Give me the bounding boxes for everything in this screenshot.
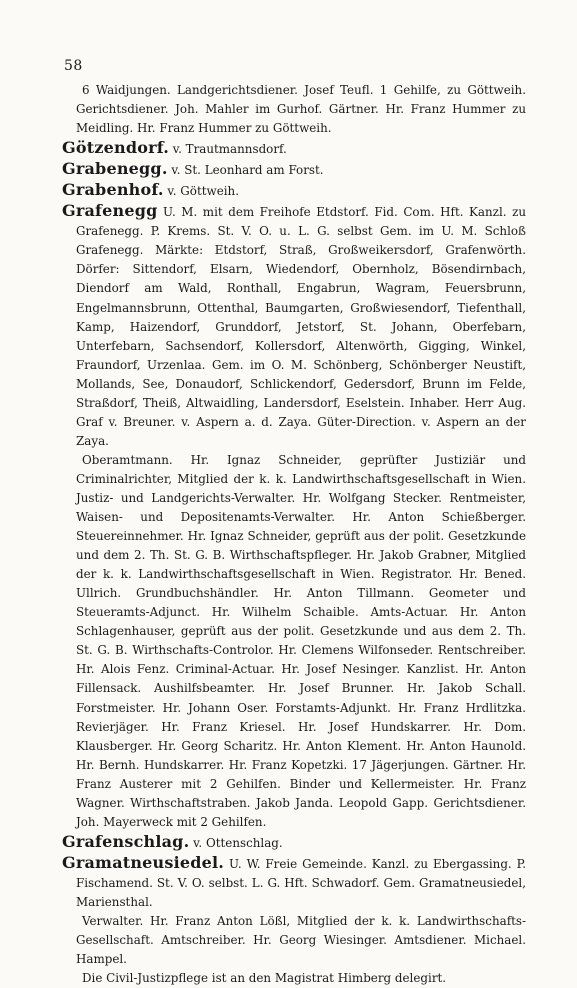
entry-grabenhof	[62, 180, 526, 201]
entry-grafenschlag	[62, 832, 526, 853]
entry-heading: Götzendorf.	[62, 138, 169, 158]
paragraph-grafenegg-staff: Oberamtmann. Hr. Ignaz Schneider, geprüfter Justiziär und Criminalrichter, Mitglied der k. k. Landwirthschaftsgesellschaft in Wien. Justiz- und Landgerichts-Verwalter. Hr. Wolfgang Stecker. Rentmeister, Waisen- und Depositenamts-Verwalter. Hr. Anton Schießberger. Steuereinnehmer. Hr. Ignaz Schneider, geprüft aus der polit. Gesetzkunde und dem 2. Th. St. G. B. Wirthschaftspfleger. Hr. Jakob Grabner, Mitglied der k. k. Landwirthschaftsgesellschaft in Wien. Registrator. Hr. Bened. Ullrich. Grundbuchshändler. Hr. Anton Tillmann. Geometer und Steueramts-Adjunct. Hr. Wilhelm Schaible. Amts-Actuar. Hr. Anton Schlagenhauser, geprüft aus der polit. Gesetzkunde und aus dem 2. Th. St. G. B. Wirthschafts-Controlor. Hr. Clemens Wilfonseder. Rentschreiber. Hr. Alois Fenz. Criminal-Actuar. Hr. Josef Nesinger. Kanzlist. Hr. Anton Fillensack. Aushilfsbeamter. Hr. Josef Brunner. Hr. Jakob Schall. Forstmeister. Hr. Johann Oser. Forstamts-Adjunkt. Hr. Franz Hrdlitzka. Revierjäger. Hr. Franz Kriesel. Hr. Josef Hundskarrer. Hr. Dom. Klausberger. Hr. Georg Scharitz. Hr. Anton Klement. Hr. Anton Haunold. Hr. Bernh. Hundskarrer. Hr. Franz Kopetzki. 17 Jägerjungen. Gärtner. Hr. Franz Austerer mit 2 Gehilfen. Binder und Kellermeister. Hr. Franz Wagner. Wirthschaftstraben. Jakob Janda. Leopold Gapp. Gerichtsdiener. Joh. Mayerweck mit 2 Gehilfen.	[76, 452, 526, 829]
entry-text: v. Trautmannsdorf.	[169, 142, 287, 157]
entry-grafenegg	[62, 201, 526, 451]
entry-text: v. Göttweih.	[163, 184, 239, 199]
entry-grabenegg	[62, 159, 526, 180]
entry-text: v. Ottenschlag.	[189, 835, 283, 850]
paragraph-gramatneusiedel-staff: Verwalter. Hr. Franz Anton Lößl, Mitglied der k. k. Landwirthschafts-Gesellschaft. Amtschreiber. Hr. Georg Wiesinger. Amtsdiener. Michael. Hampel.	[76, 914, 526, 967]
entry-heading: Grafenschlag.	[62, 831, 190, 851]
paragraph-civil-justice-note: Die Civil-Justizpflege ist an den Magistrat Himberg delegirt.	[82, 971, 447, 986]
page-body	[62, 81, 526, 988]
entry-gramatneusiedel	[62, 853, 526, 912]
paragraph-goettweih-staff: 6 Waidjungen. Landgerichtsdiener. Josef Teufl. 1 Gehilfe, zu Göttweih. Gerichtsdiener. Joh. Mahler im Gurhof. Gärtner. Hr. Franz Hummer zu Meidling. Hr. Franz Hummer zu Göttweih.	[76, 83, 526, 136]
entry-text: U. M. mit dem Freihofe Etdstorf. Fid. Com. Hft. Kanzl. zu Grafenegg. P. Krems. St. V. O. u. L. G. selbst Gem. im U. M. Schloß Grafenegg. Märkte: Etdstorf, Straß, Großweikersdorf, Grafenwörth. Dörfer: Sittendorf, Elsarn, Wiedendorf, Obernholz, Bösendirnbach, Diendorf am Wald, Ronthall, Engabrun, Wagram, Feuersbrunn, Engelmannsbrunn, Ottenthal, Baumgarten, Großwiesendorf, Tiefenthall, Kamp, Haizendorf, Grunddorf, Jetstorf, St. Johann, Oberfebarn, Unterfebarn, Sachsendorf, Kollersdorf, Altenwörth, Gigging, Winkel, Fraundorf, Urzenlaa. Gem. im O. M. Schönberg, Schönberger Neustift, Mollands, See, Donaudorf, Schlickendorf, Gedersdorf, Brunn im Felde, Straßdorf, Theiß, Altwaidling, Landersdorf, Eselstein. Inhaber. Herr Aug. Graf v. Breuner. v. Aspern a. d. Zaya. Güter-Direction. v. Aspern an der Zaya.	[76, 205, 526, 448]
entry-heading: Grabenegg.	[62, 159, 168, 179]
entry-heading: Gramatneusiedel.	[62, 852, 225, 872]
entry-text: U. W. Freie Gemeinde. Kanzl. zu Ebergassing. P. Fischamend. St. V. O. selbst. L. G. Hft. Schwadorf. Gem. Gramatneusiedel, Mariensthal.	[76, 856, 526, 909]
entry-heading: Grabenhof.	[62, 180, 164, 200]
entry-goetzendorf	[62, 138, 526, 159]
entry-heading: Grafenegg	[62, 201, 158, 221]
entry-text: v. St. Leonhard am Forst.	[167, 163, 324, 178]
page-number: 58	[64, 58, 83, 74]
